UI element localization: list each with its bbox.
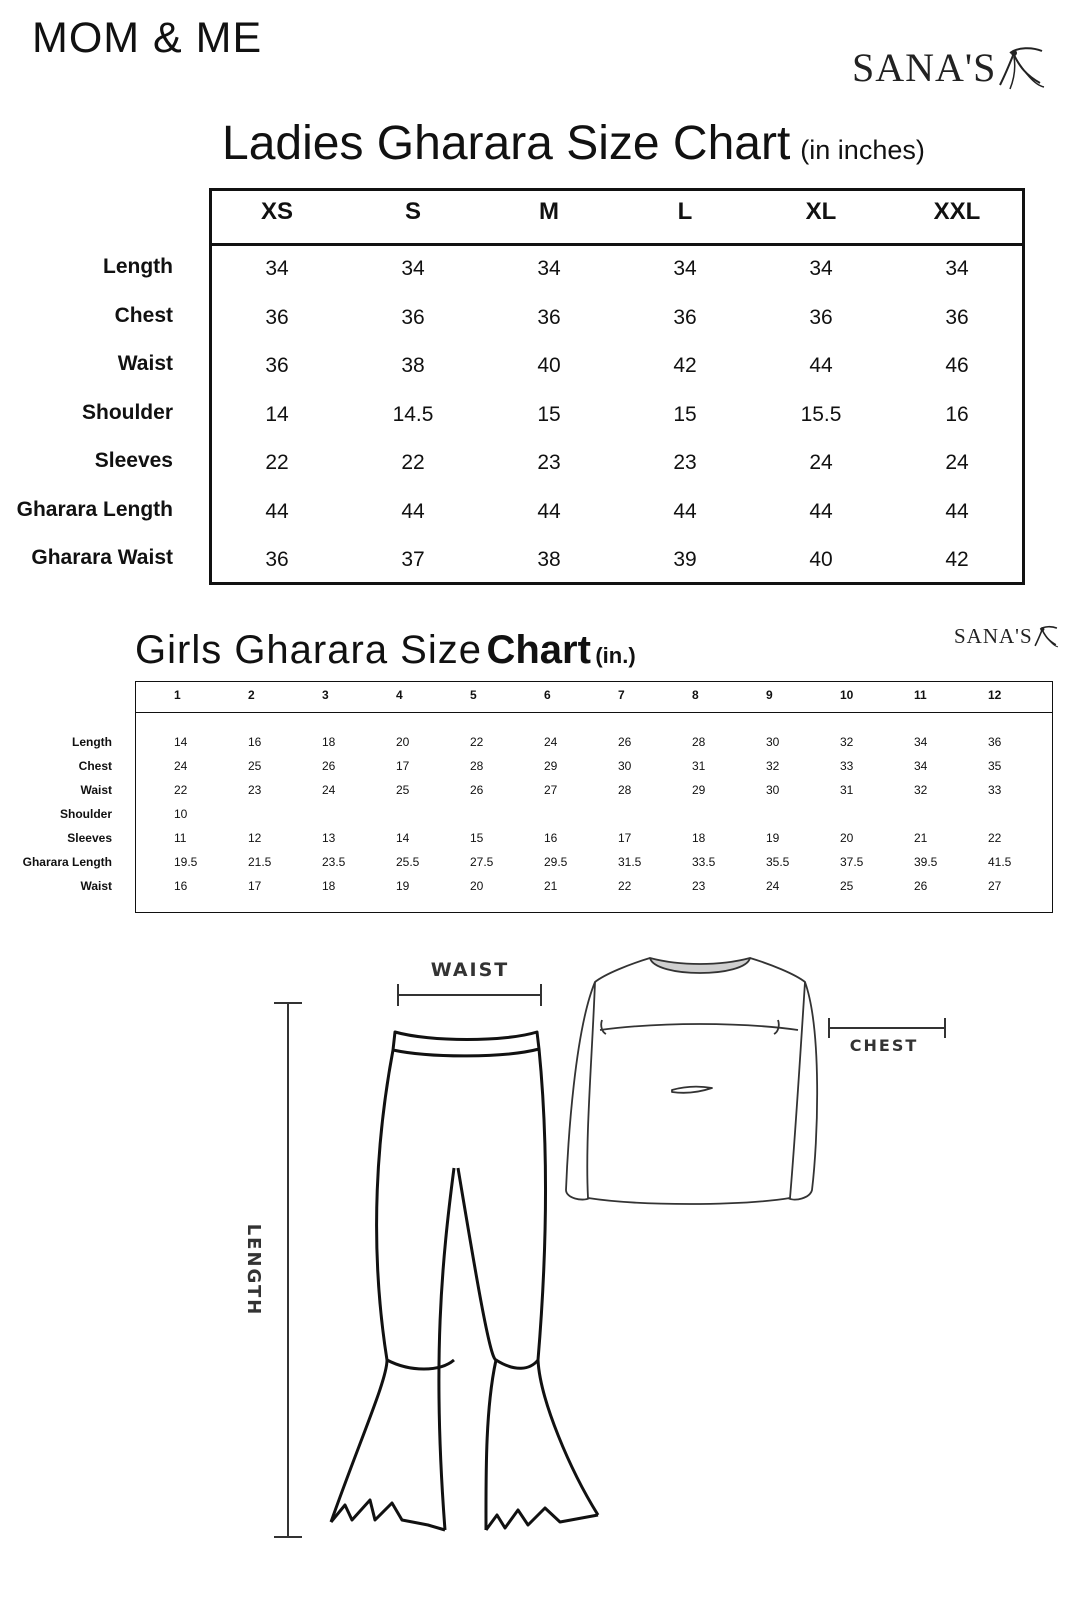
ladies-table-cell: 34 bbox=[537, 257, 561, 280]
girls-table-cell: 19 bbox=[766, 831, 780, 845]
girls-chart-title-text: Girls Gharara Size bbox=[135, 628, 482, 672]
ladies-size-header: L bbox=[677, 198, 693, 225]
ladies-table-cell: 38 bbox=[401, 354, 425, 377]
girls-row-label: Length bbox=[72, 735, 112, 749]
girls-table-cell: 30 bbox=[766, 783, 780, 797]
girls-table-cell: 31 bbox=[692, 759, 706, 773]
girls-table-cell: 27 bbox=[988, 879, 1002, 893]
ladies-table-cell: 36 bbox=[809, 305, 833, 329]
girls-table-cell: 26 bbox=[322, 759, 336, 773]
girls-header-divider bbox=[135, 712, 1053, 713]
ladies-table-cell: 36 bbox=[673, 305, 697, 329]
ladies-table-cell: 16 bbox=[945, 402, 969, 426]
gharara-pants-illustration bbox=[331, 1032, 598, 1530]
girls-table-cell: 21.5 bbox=[248, 855, 272, 869]
girls-table-cell: 34 bbox=[914, 735, 928, 749]
girls-size-header: 2 bbox=[248, 688, 255, 702]
ladies-table-cell: 44 bbox=[809, 354, 833, 377]
girls-row-label: Waist bbox=[80, 879, 112, 893]
ladies-table-cell: 44 bbox=[265, 499, 289, 523]
girls-size-header: 1 bbox=[174, 688, 181, 702]
girls-table-cell: 35 bbox=[988, 759, 1002, 773]
girls-table-cell: 31 bbox=[840, 783, 854, 797]
girls-table-cell: 21 bbox=[914, 831, 928, 845]
girls-table-cell: 39.5 bbox=[914, 855, 938, 869]
girls-table-cell: 25.5 bbox=[396, 855, 420, 869]
girls-table-cell: 31.5 bbox=[618, 855, 642, 869]
ladies-row-label: Gharara Waist bbox=[31, 546, 173, 569]
ladies-row-label: Chest bbox=[114, 303, 173, 327]
ladies-table-cell: 36 bbox=[537, 305, 561, 329]
ladies-table-cell: 42 bbox=[673, 354, 697, 377]
girls-table-cell: 26 bbox=[914, 879, 928, 893]
ladies-table-cell: 44 bbox=[673, 499, 697, 523]
ladies-table-cell: 40 bbox=[537, 354, 561, 377]
ladies-size-header: XXL bbox=[933, 198, 981, 225]
girls-table-cell: 14 bbox=[396, 831, 410, 845]
brand-logo-text: SANA'S bbox=[852, 45, 997, 90]
ladies-table-cell: 15 bbox=[537, 402, 561, 426]
girls-table-cell: 33 bbox=[840, 759, 854, 773]
girls-table-cell: 20 bbox=[396, 735, 410, 749]
girls-size-header: 5 bbox=[470, 688, 477, 702]
girls-table-cell: 16 bbox=[174, 879, 188, 893]
girls-table-cell: 25 bbox=[840, 879, 854, 893]
ladies-header-divider bbox=[209, 243, 1025, 246]
ladies-row-label: Waist bbox=[117, 352, 173, 375]
girls-table-cell: 15 bbox=[470, 831, 484, 845]
ladies-row-label: Sleeves bbox=[94, 449, 173, 472]
chest-label: CHEST bbox=[849, 1036, 919, 1055]
waist-measure-line bbox=[398, 984, 541, 1006]
ladies-table-cell: 34 bbox=[945, 257, 969, 280]
brand-logo-small bbox=[954, 624, 1059, 649]
girls-table-cell: 22 bbox=[470, 735, 484, 749]
ladies-row-label: Length bbox=[103, 255, 173, 278]
brand-logo bbox=[852, 44, 1046, 91]
ladies-table-cell: 44 bbox=[537, 499, 561, 523]
girls-table-cell: 22 bbox=[618, 879, 632, 893]
girls-table-cell: 18 bbox=[322, 879, 336, 893]
girls-row-label: Sleeves bbox=[67, 831, 112, 845]
girls-table-cell: 20 bbox=[840, 831, 854, 845]
girls-size-header: 6 bbox=[544, 688, 551, 702]
ladies-table-cell: 42 bbox=[945, 548, 969, 571]
girls-table-cell: 17 bbox=[248, 879, 262, 893]
girls-size-header: 4 bbox=[396, 688, 403, 702]
girls-table-cell: 33 bbox=[988, 783, 1002, 797]
girls-table-cell: 10 bbox=[174, 807, 188, 821]
ladies-table-cell: 14 bbox=[265, 402, 289, 426]
girls-table-cell: 28 bbox=[692, 735, 706, 749]
girls-table-cell: 24 bbox=[544, 735, 558, 749]
girls-row-label: Shoulder bbox=[59, 807, 112, 821]
ladies-table-cell: 24 bbox=[945, 451, 969, 474]
girls-table-cell: 23.5 bbox=[322, 855, 346, 869]
ladies-size-header: S bbox=[404, 198, 421, 225]
girls-size-header: 9 bbox=[766, 688, 773, 702]
ladies-table-cell: 44 bbox=[945, 499, 969, 523]
ladies-table-cell: 23 bbox=[537, 451, 561, 474]
ladies-size-table bbox=[209, 188, 1025, 585]
girls-chart-unit: (in.) bbox=[595, 643, 636, 668]
girls-table-cell: 11 bbox=[174, 831, 187, 845]
ladies-table-cell: 14.5 bbox=[392, 402, 434, 426]
girls-table-cell: 26 bbox=[470, 783, 484, 797]
ladies-table-cell: 40 bbox=[809, 548, 833, 571]
girls-table-cell: 32 bbox=[766, 759, 780, 773]
girls-table-cell: 18 bbox=[692, 831, 706, 845]
girls-table-cell: 28 bbox=[470, 759, 484, 773]
chest-measure-line bbox=[829, 1018, 945, 1038]
page-title: MOM & ME bbox=[32, 14, 263, 62]
girls-table-cell: 24 bbox=[766, 879, 780, 893]
girls-size-header: 12 bbox=[988, 688, 1002, 702]
ladies-table-cell: 44 bbox=[809, 499, 833, 523]
girls-table-cell: 16 bbox=[248, 735, 262, 749]
brand-logo-small-text: SANA'S bbox=[954, 624, 1033, 648]
girls-table-cell: 25 bbox=[396, 783, 410, 797]
ladies-table-cell: 36 bbox=[265, 354, 289, 377]
girls-table-cell: 22 bbox=[174, 783, 188, 797]
girls-table-cell: 19.5 bbox=[174, 855, 198, 869]
ladies-table-cell: 34 bbox=[401, 257, 425, 280]
girls-table-cell: 19 bbox=[396, 879, 410, 893]
girls-size-header: 7 bbox=[618, 688, 625, 702]
ladies-table-cell: 39 bbox=[673, 548, 697, 571]
ladies-table-cell: 23 bbox=[673, 451, 697, 474]
girls-table-cell: 21 bbox=[544, 879, 558, 893]
ladies-table-cell: 36 bbox=[945, 305, 969, 329]
girls-table-cell: 32 bbox=[914, 783, 928, 797]
measurement-diagram bbox=[0, 940, 1080, 1540]
girls-table-cell: 17 bbox=[618, 831, 632, 845]
dancer-logo-small-icon bbox=[1033, 625, 1059, 649]
ladies-size-header: XL bbox=[805, 198, 837, 225]
ladies-size-header: XS bbox=[260, 198, 293, 225]
girls-table-cell: 27 bbox=[544, 783, 558, 797]
ladies-table-cell: 34 bbox=[265, 257, 289, 280]
girls-size-header: 11 bbox=[914, 688, 927, 702]
girls-table-cell: 25 bbox=[248, 759, 262, 773]
girls-table-cell: 28 bbox=[618, 783, 632, 797]
girls-table-cell: 29 bbox=[692, 783, 706, 797]
length-measure-line bbox=[274, 1003, 302, 1537]
ladies-table-cell: 37 bbox=[401, 548, 425, 571]
girls-size-header: 3 bbox=[322, 688, 329, 702]
girls-table-cell: 18 bbox=[322, 735, 336, 749]
waist-label: WAIST bbox=[430, 959, 510, 981]
girls-size-header: 10 bbox=[840, 688, 854, 702]
ladies-chart-unit: (in inches) bbox=[800, 135, 925, 165]
girls-table-cell: 30 bbox=[618, 759, 632, 773]
ladies-table-cell: 36 bbox=[265, 548, 289, 571]
girls-table-cell: 23 bbox=[248, 783, 262, 797]
girls-row-label: Gharara Length bbox=[22, 855, 112, 869]
girls-table-cell: 32 bbox=[840, 735, 854, 749]
ladies-table-cell: 34 bbox=[673, 257, 697, 280]
ladies-table-cell: 22 bbox=[265, 451, 289, 474]
ladies-table-cell: 36 bbox=[265, 305, 289, 329]
girls-table-cell: 33.5 bbox=[692, 855, 716, 869]
girls-table-cell: 30 bbox=[766, 735, 780, 749]
girls-chart-title-bold: Chart bbox=[486, 628, 591, 672]
girls-table-cell: 41.5 bbox=[988, 855, 1012, 869]
ladies-table-cell: 38 bbox=[537, 548, 561, 571]
girls-size-header: 8 bbox=[692, 688, 699, 702]
girls-table-cell: 13 bbox=[322, 831, 336, 845]
girls-table-cell: 22 bbox=[988, 831, 1002, 845]
girls-row-label: Chest bbox=[78, 759, 112, 773]
girls-chart-title bbox=[135, 628, 636, 673]
girls-table-cell: 29.5 bbox=[544, 855, 568, 869]
girls-table-cell: 14 bbox=[174, 735, 188, 749]
girls-table-cell: 27.5 bbox=[470, 855, 494, 869]
ladies-table-cell: 44 bbox=[401, 499, 425, 523]
girls-table-cell: 34 bbox=[914, 759, 928, 773]
girls-table-cell: 16 bbox=[544, 831, 558, 845]
ladies-row-label: Shoulder bbox=[81, 400, 173, 424]
girls-table-cell: 26 bbox=[618, 735, 632, 749]
ladies-table-cell: 24 bbox=[809, 451, 833, 474]
girls-table-cell: 29 bbox=[544, 759, 558, 773]
length-label: LENGTH bbox=[243, 1223, 264, 1317]
girls-table-cell: 37.5 bbox=[840, 855, 864, 869]
ladies-table-cell: 15.5 bbox=[800, 402, 842, 426]
girls-table-cell: 24 bbox=[174, 759, 188, 773]
girls-table-cell: 20 bbox=[470, 879, 484, 893]
dancer-logo-icon bbox=[996, 45, 1046, 91]
ladies-size-header: M bbox=[539, 198, 559, 225]
ladies-table-cell: 34 bbox=[809, 257, 833, 280]
girls-table-cell: 36 bbox=[988, 735, 1002, 749]
ladies-chart-title bbox=[222, 116, 925, 171]
ladies-chart-title-text: Ladies Gharara Size Chart bbox=[222, 117, 791, 170]
girls-table-cell: 35.5 bbox=[766, 855, 790, 869]
ladies-table-cell: 15 bbox=[673, 402, 697, 426]
kurta-top-illustration bbox=[566, 958, 817, 1204]
ladies-row-label: Gharara Length bbox=[16, 497, 173, 521]
ladies-table-cell: 22 bbox=[401, 451, 425, 474]
girls-row-label: Waist bbox=[80, 783, 112, 797]
girls-table-cell: 23 bbox=[692, 879, 706, 893]
ladies-table-cell: 36 bbox=[401, 305, 425, 329]
girls-table-cell: 12 bbox=[248, 831, 262, 845]
girls-table-cell: 17 bbox=[396, 759, 410, 773]
girls-table-cell: 24 bbox=[322, 783, 336, 797]
ladies-table-cell: 46 bbox=[945, 354, 969, 377]
